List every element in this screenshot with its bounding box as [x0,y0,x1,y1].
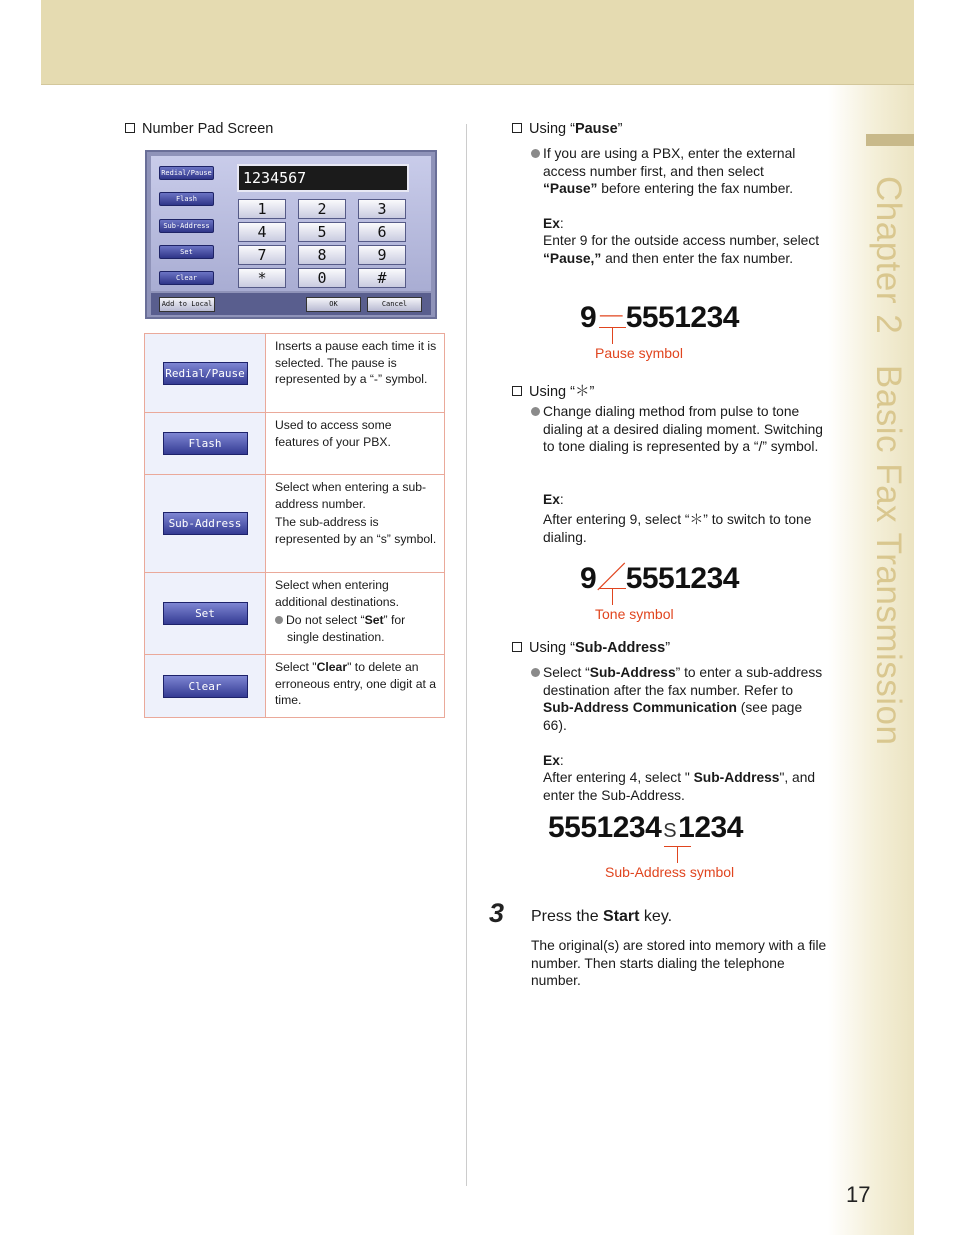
step-number: 3 [489,898,505,928]
table-row [145,413,445,475]
bullet-dot-icon [531,149,540,158]
clear-description: Select "Clear" to delete an erroneous entry, one digit at a time. [275,660,437,707]
tone-bullet: Change dialing method from pulse to tone dialing at a desired dialing moment. Switching to tone dialing is represented by a “/” symbol. [531,403,829,456]
sub-address-heading: Using “Sub-Address” [512,640,670,656]
table-row [145,573,445,655]
header-band [41,0,914,85]
tone-leader-stem [612,588,613,605]
bullet-dot-icon [531,668,540,677]
table-row [145,655,445,718]
number-pad-screenshot [145,150,437,319]
redial-pause-button-image: Redial/Pause [163,362,248,385]
step-heading: Press the Start key. [531,908,673,925]
chapter-title [860,176,908,756]
tone-symbol-glyph: ／ [596,562,626,595]
pause-bullet: If you are using a PBX, enter the external access number first, and then select “Pause” before entering the fax number. [531,145,821,198]
bullet-dot-icon [531,407,540,416]
number-pad-heading: Number Pad Screen [125,121,273,137]
pause-example: Enter 9 for the outside access number, select “Pause,” and then enter the fax number. [543,233,820,266]
chapter-name: Basic Fax Transmission [869,364,908,746]
np-key-9: 9 [358,245,406,265]
number-pad-panel [151,156,431,291]
np-key-hash: # [358,268,406,288]
chapter-label: Chapter 2 [869,176,908,335]
sub-address-leader-stem [677,846,678,863]
number-pad-bottom-bar [151,293,431,315]
tone-example: After entering 9, select “＊” to switch to tone dialing. [543,512,812,545]
np-sub-address-button: Sub-Address [159,219,214,233]
np-add-to-local-button: Add to Local [159,297,215,312]
sub-address-button-image: Sub-Address [163,512,248,535]
redial-pause-description: Inserts a pause each time it is selected. The pause is represented by a “-” symbol. [275,339,437,386]
np-key-4: 4 [238,222,286,242]
sub-address-symbol-glyph: S [663,820,677,842]
np-key-8: 8 [298,245,346,265]
tone-sample-number: 9／5551234 [580,562,739,595]
np-set-button: Set [159,245,214,259]
clear-button-image: Clear [163,675,248,698]
sub-address-sample-number: 5551234 S1234 [548,811,743,844]
checkbox-bullet-icon [512,642,522,652]
tone-heading: Using “＊” [512,380,594,401]
np-key-2: 2 [298,199,346,219]
sub-address-bullet: Select “Sub-Address” to enter a sub-address destination after the fax number. Refer to Sub-Address Communication (see page 66). [531,664,823,734]
np-key-0: 0 [298,268,346,288]
set-note: Do not select “Set” for single destination. [275,612,438,645]
sub-address-example: After entering 4, select " Sub-Address", and enter the Sub-Address. [543,770,816,803]
np-clear-button: Clear [159,271,214,285]
checkbox-bullet-icon [512,123,522,133]
table-row [145,334,445,413]
tone-symbol-caption: Tone symbol [595,606,674,622]
np-key-1: 1 [238,199,286,219]
bullet-dot-icon [275,616,283,624]
checkbox-bullet-icon [125,123,135,133]
np-cancel-button: Cancel [367,297,422,312]
sub-address-symbol-caption: Sub-Address symbol [605,864,735,880]
pause-symbol-glyph: － [596,301,626,334]
pause-heading: Using “Pause” [512,121,623,137]
pause-leader-stem [612,327,613,344]
table-row [145,475,445,573]
np-number-display: 1234567 [237,164,409,192]
flash-button-image: Flash [163,432,248,455]
np-key-6: 6 [358,222,406,242]
np-key-7: 7 [238,245,286,265]
step-body: The original(s) are stored into memory with a file number. Then starts dialing the telephone number. [531,938,827,988]
sub-address-ex-label: Ex: [543,753,564,768]
column-divider [466,124,467,1186]
function-button-table [144,333,445,718]
page-number: 17 [846,1182,871,1207]
set-description: Select when entering additional destinations. [275,578,399,609]
np-ok-button: OK [306,297,361,312]
sub-address-description: Select when entering a sub-address number. [275,480,427,511]
pause-sample-number: 9－5551234 [580,301,739,334]
np-key-star: * [238,268,286,288]
np-key-5: 5 [298,222,346,242]
pause-symbol-caption: Pause symbol [595,345,683,361]
tone-ex-label: Ex: [543,492,564,507]
pause-ex-label: Ex: [543,216,564,231]
flash-description: Used to access some features of your PBX. [275,418,392,449]
chapter-tab-marker [866,134,914,146]
np-redial-pause-button: Redial/Pause [159,166,214,180]
np-flash-button: Flash [159,192,214,206]
set-button-image: Set [163,602,248,625]
checkbox-bullet-icon [512,386,522,396]
np-key-3: 3 [358,199,406,219]
sub-address-description-2: The sub-address is represented by an “s” symbol. [275,515,437,546]
